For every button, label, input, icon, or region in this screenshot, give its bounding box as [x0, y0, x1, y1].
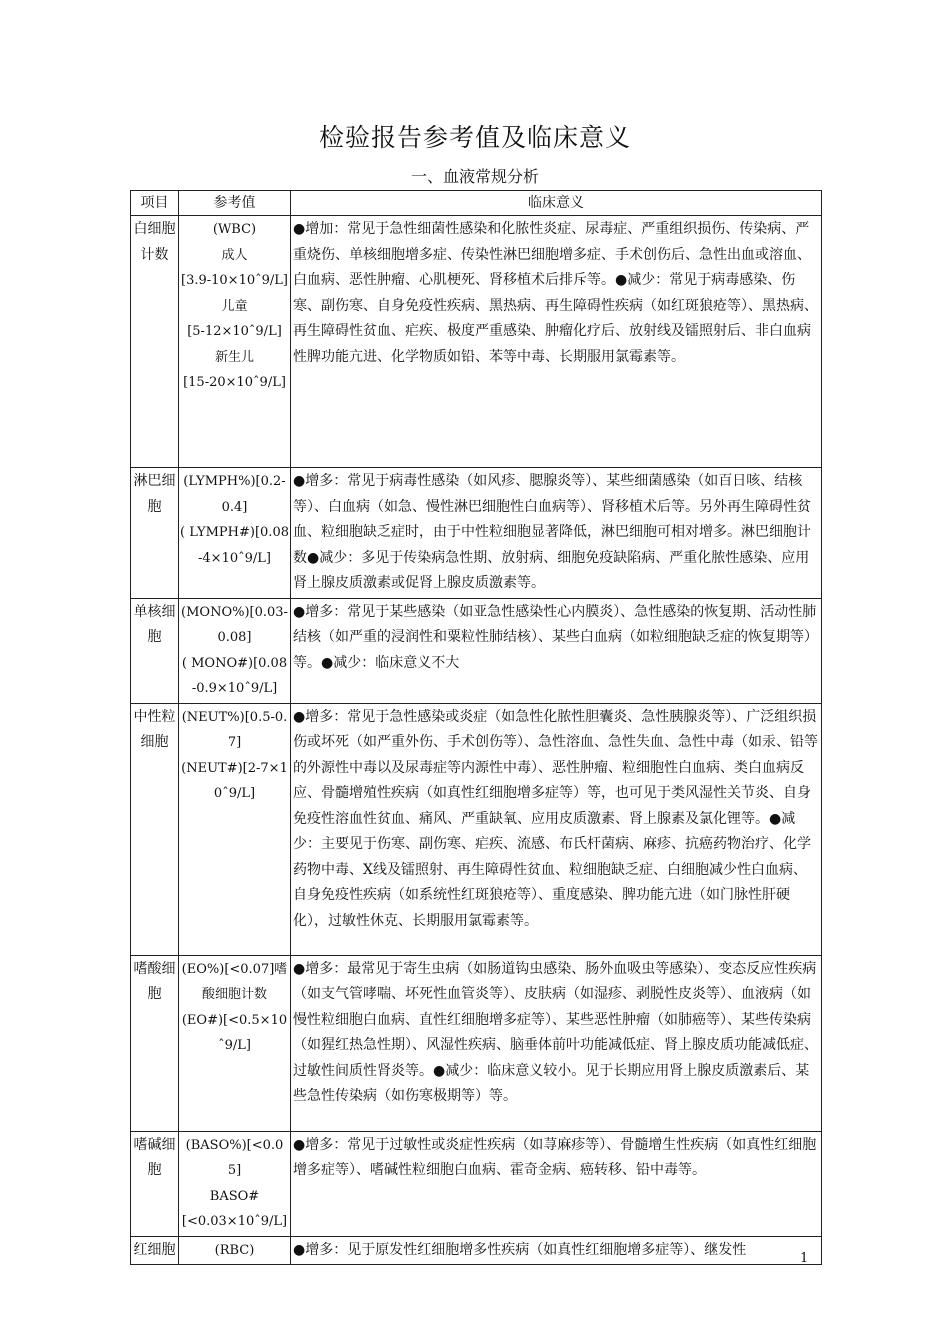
meaning-cell: ●增多：最常见于寄生虫病（如肠道钩虫感染、肠外血吸虫等感染）、变态反应性疾病（如支气管哮喘、坏死性血管炎等）、皮肤病（如湿疹、剥脱性皮炎等）、血液病（如慢性粒细胞白血病、直性红细胞增多症等）、某些恶性肿瘤（如肺癌等）、某些传染病（如猩红热急性期）、风湿性疾病、脑垂体前叶功能减低症、肾上腺皮质功能减低症、过敏性间质性肾炎等。●减少：临床意义较小。见于长期应用肾上腺皮质激素后、某些急性传染病（如伤寒极期等）等。	[291, 955, 822, 1131]
table-row	[131, 1236, 822, 1265]
table-row	[131, 216, 822, 468]
reference-line: (MONO%)[0.03-0.08]	[181, 604, 288, 645]
reference-line: ( LYMPH#)[0.08-4×10ˆ9/L]	[180, 525, 289, 566]
header-item: 项目	[131, 191, 179, 216]
reference-cell	[179, 468, 291, 599]
reference-line: BASO#	[209, 1188, 260, 1204]
table-row	[131, 468, 822, 599]
table-row	[131, 1131, 822, 1236]
page-number: 1	[800, 1251, 809, 1266]
item-cell: 嗜碱细胞	[131, 1131, 179, 1236]
item-cell: 中性粒细胞	[131, 703, 179, 955]
item-cell: 白细胞计数	[131, 216, 179, 468]
item-cell: 红细胞	[131, 1236, 179, 1265]
reference-table	[130, 190, 822, 1265]
page-title: 检验报告参考值及临床意义	[318, 123, 631, 152]
reference-line: 成人	[221, 247, 248, 263]
reference-cell	[179, 955, 291, 1131]
reference-cell	[179, 1131, 291, 1236]
table-header-row	[131, 191, 822, 216]
reference-line: (BASO%)[<0.05]	[185, 1137, 284, 1178]
reference-line: 新生儿	[214, 349, 254, 365]
meaning-cell: ●增多：常见于过敏性或炎症性疾病（如荨麻疹等）、骨髓增生性疾病（如真性红细胞增多症等）、嗜碱性粒细胞白血病、霍奇金病、癌转移、铅中毒等。	[291, 1131, 822, 1236]
reference-line: [5-12×10ˆ9/L]	[187, 324, 282, 339]
reference-line: [15-20×10ˆ9/L]	[183, 375, 286, 390]
item-cell: 单核细胞	[131, 598, 179, 703]
item-cell: 淋巴细胞	[131, 468, 179, 599]
meaning-cell: ●增多：常见于某些感染（如亚急性感染性心内膜炎）、急性感染的恢复期、活动性肺结核（如严重的浸润性和粟粒性肺结核）、某些白血病（如粒细胞缺乏症的恢复期等）等。●减少：临床意义不大	[291, 598, 822, 703]
table-row	[131, 955, 822, 1131]
meaning-cell: ●增多：见于原发性红细胞增多性疾病（如真性红细胞增多症等）、继发性	[291, 1236, 822, 1265]
reference-line: (NEUT%)[0.5-0.7]	[181, 709, 288, 750]
meaning-cell: ●增多：常见于急性感染或炎症（如急性化脓性胆囊炎、急性胰腺炎等）、广泛组织损伤或坏死（如严重外伤、手术创伤等）、急性溶血、急性失血、急性中毒（如汞、铅等的外源性中毒以及尿毒症等内源性中毒）、恶性肿瘤、粒细胞性白血病、类白血病反应、骨髓增殖性疾病（如真性红细胞增多症等）等，也可见于类风湿性关节炎、自身免疫性溶血性贫血、痛风、严重缺氧、应用皮质激素、肾上腺素及氯化锂等。●减少：主要见于伤寒、副伤寒、疟疾、流感、布氏杆菌病、麻疹、抗癌药物治疗、化学药物中毒、X线及镭照射、再生障碍性贫血、粒细胞缺乏症、白细胞减少性白血病、自身免疫性疾病（如系统性红斑狼疮等）、重度感染、脾功能亢进（如门脉性肝硬化），过敏性休克、长期服用氯霉素等。	[291, 703, 822, 955]
reference-cell	[179, 703, 291, 955]
reference-line: (EO%)[<0.07]嗜酸细胞计数	[181, 961, 288, 1002]
item-cell: 嗜酸细胞	[131, 955, 179, 1131]
meaning-cell: ●增加：常见于急性细菌性感染和化脓性炎症、尿毒症、严重组织损伤、传染病、严重烧伤、单核细胞增多症、传染性淋巴细胞增多症、手术创伤后、急性出血或溶血、白血病、恶性肿瘤、心肌梗死、肾移植术后排斥等。●减少：常见于病毒感染、伤寒、副伤寒、自身免疫性疾病、黑热病、再生障碍性疾病（如红斑狼疮等）、黑热病、再生障碍性贫血、疟疾、极度严重感染、肿瘤化疗后、放射线及镭照射后、非白血病性脾功能亢进、化学物质如铅、苯等中毒、长期服用氯霉素等。	[291, 216, 822, 468]
header-reference: 参考值	[179, 191, 291, 216]
section-subtitle: 一、血液常规分析	[410, 167, 539, 186]
table-row	[131, 598, 822, 703]
reference-cell	[179, 1236, 291, 1265]
reference-line: (LYMPH%)[0.2-0.4]	[183, 474, 286, 515]
reference-cell	[179, 216, 291, 468]
reference-line: ( MONO#)[0.08-0.9×10ˆ9/L]	[181, 655, 288, 696]
header-meaning: 临床意义	[291, 191, 822, 216]
meaning-cell: ●增多：常见于病毒性感染（如风疹、腮腺炎等）、某些细菌感染（如百日咳、结核等）、白血病（如急、慢性淋巴细胞性白血病等）、肾移植术后等。另外再生障碍性贫血、粒细胞缺乏症时，由于中性粒细胞显著降低，淋巴细胞可相对增多。淋巴细胞计数●减少：多见于传染病急性期、放射病、细胞免疫缺陷病、严重化脓性感染、应用肾上腺皮质激素或促肾上腺皮质激素等。	[291, 468, 822, 599]
table-row	[131, 703, 822, 955]
reference-line: 儿童	[221, 298, 248, 314]
reference-line: [3.9-10×10ˆ9/L]	[181, 273, 288, 288]
reference-line: (NEUT#)[2-7×10ˆ9/L]	[181, 760, 288, 801]
reference-line: [<0.03×10ˆ9/L]	[181, 1214, 288, 1229]
reference-cell	[179, 598, 291, 703]
reference-line: (RBC)	[214, 1242, 255, 1258]
reference-line: (EO#)[<0.5×10ˆ9/L]	[181, 1012, 288, 1053]
reference-line: (WBC)	[212, 222, 257, 237]
